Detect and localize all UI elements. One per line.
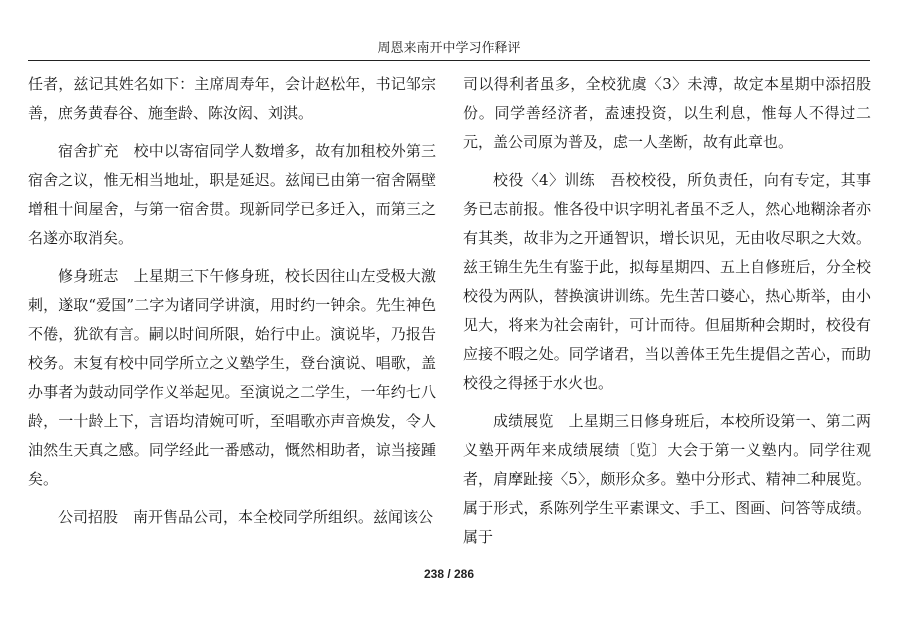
page-indicator: 238 / 286 [423,567,475,581]
left-column [28,70,436,532]
section-heading: 校役〈4〉训练 [493,171,596,189]
paragraph-exhibition [463,407,871,552]
section-text: 南开售品公司，本全校同学所组织。兹闻该公 [133,508,434,526]
section-heading: 成绩展览 [493,412,554,430]
page-header [0,0,898,62]
section-text: 上星期三下午修身班，校长因往山左受极大激刺，遂取“爱国”二字为诸同学讲演，用时约一钟余。先生神色不倦，犹欲有言。嗣以时间所限，始行中止。演说毕，乃报告校务。末复有校中同学所立之义塾学生，登台演说、唱歌，盖办事者为鼓动同学作义举起见。至演说之二学生，一年约七八龄，一十龄上下，言语均清婉可听，至唱歌亦声音焕发，令人油然生天真之感。同学经此一番感动，慨然相助者，谅当接踵矣。 [28,267,436,488]
section-text: 吾校校役，所负责任，向有专定，其事务已志前报。惟各役中识字明礼者虽不乏人，然心地糊涂者亦有其类，故非为之开通智识，增长识见，无由收尽职之大效。兹王锦生先生有鉴于此，拟每星期四、五上自修班后，分全校校役为两队，替换演讲训练。先生苦口婆心，热心斯举，由小见大，将来为社会南针，可计而待。但届斯种会期时，校役有应接不暇之处。同学诸君，当以善体王先生提倡之苦心，而助校役之得拯于水火也。 [463,171,871,392]
paragraph-dormitory [28,137,436,253]
right-column [463,70,871,552]
section-text: 校中以寄宿同学人数增多，故有加租校外第三宿舍之议，惟无相当地址，职是延迟。兹闻已由第一宿舍隔壁增租十间屋舍，与第一宿舍贯。现新同学已多迁入，而第三之名遂亦取消矣。 [28,142,436,247]
paragraph-company-shares [28,503,436,532]
section-heading: 宿舍扩充 [58,142,119,160]
section-text: 上星期三日修身班后，本校所设第一、第二两义塾开两年来成绩展绩〔览〕大会于第一义塾内。同学往观者，肩摩趾接〈5〉，颇形众多。塾中分形式、精神二种展览。属于形式，系陈列学生平素课文、手工、图画、问答等成绩。属于 [463,412,871,546]
paragraph-ethics-class [28,262,436,494]
page-header-title: 周恩来南开中学习作释评 [377,41,521,56]
paragraph-staff-training [463,166,871,398]
header-divider [28,60,870,61]
section-heading: 公司招股 [58,508,119,526]
paragraph-continuation: 任者，兹记其姓名如下：主席周寿年，会计赵松年，书记邹宗善，庶务黄春谷、施奎龄、陈汝闳、刘淇。 [28,75,436,122]
paragraph-continuation: 司以得利者虽多，全校犹虞〈3〉未溥，故定本星期中添招股份。同学善经济者，盍速投资，以生利息，惟每人不得过二元，盖公司原为普及，虑一人垄断，故有此章也。 [463,75,871,151]
section-heading: 修身班志 [58,267,119,285]
